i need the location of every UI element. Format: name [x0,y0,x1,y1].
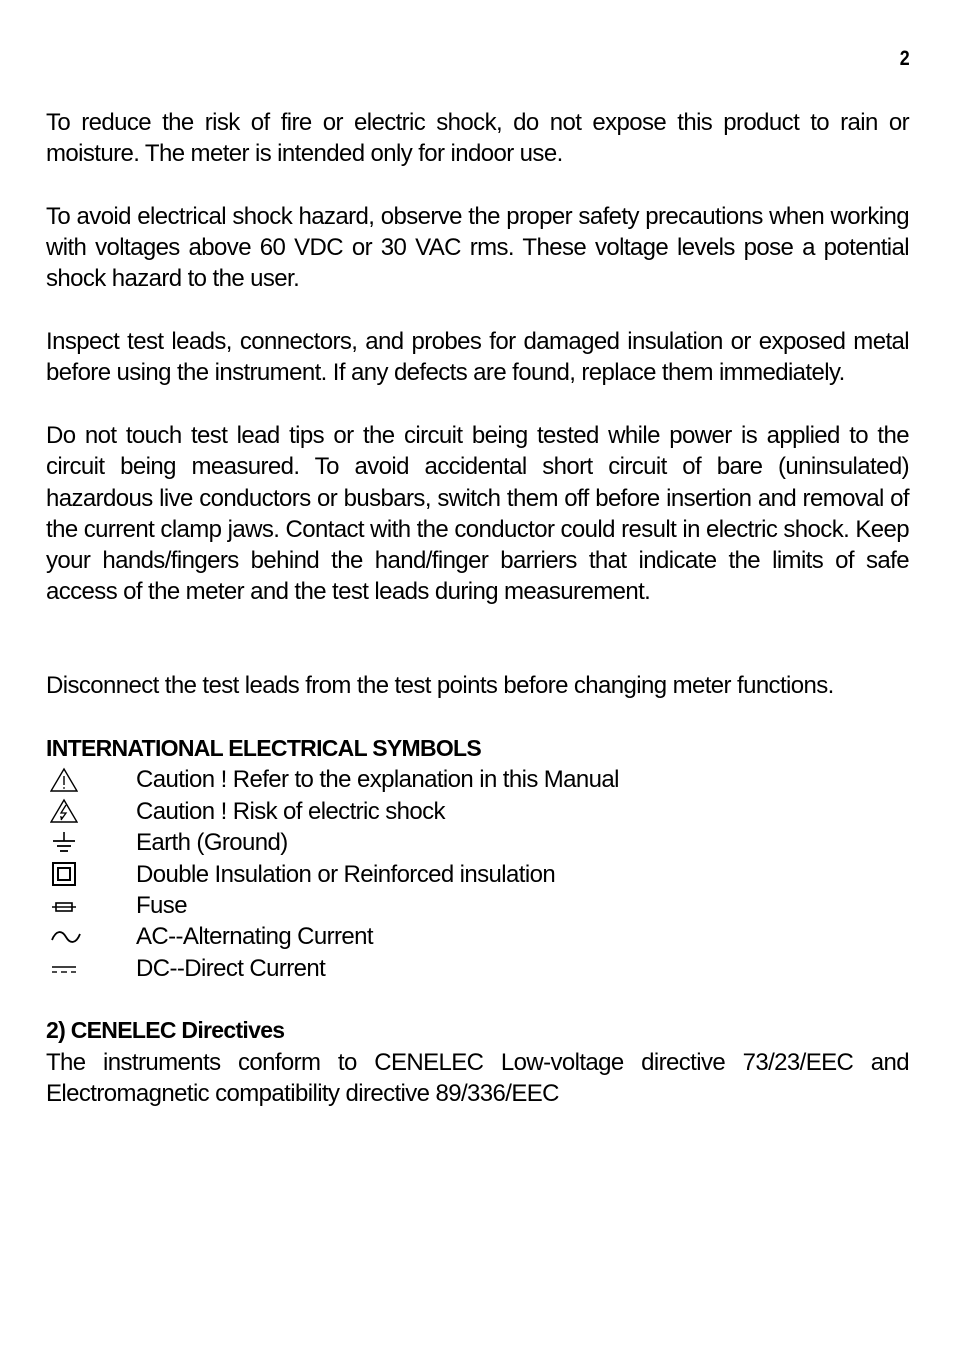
symbol-item [46,953,909,984]
symbol-label: Caution ! Risk of electric shock [136,797,445,825]
symbol-label: Caution ! Refer to the explanation in this Manual [136,766,619,794]
paragraph-disconnect-leads: Disconnect the test leads from the test points before changing meter functions. [46,672,834,700]
paragraph-fire-shock: To reduce the risk of fire or electric shock, do not expose this product to rain or moisture. The meter is intended only for indoor use. [46,109,909,168]
double-insulation-icon [46,859,136,890]
cenelec-text-line2: Electromagnetic compatibility directive 89/336/EEC [46,1079,559,1107]
symbol-label: Earth (Ground) [136,829,288,857]
symbol-label: Double Insulation or Reinforced insulation [136,860,556,888]
ac-wave-icon [46,921,136,952]
symbol-item [46,827,909,858]
cenelec-text-line1: The instruments conform to CENELEC Low-voltage directive 73/23/EEC and [46,1048,909,1076]
page-content [46,107,909,1109]
caution-triangle-icon [46,764,136,795]
symbol-item [46,796,909,827]
dc-icon [46,953,136,984]
fuse-icon [46,890,136,921]
symbol-item [46,921,909,952]
symbol-label: Fuse [136,891,187,919]
page-number: 2 [900,47,910,70]
earth-ground-icon [46,827,136,858]
symbols-list [46,764,909,984]
paragraph-inspect-leads: Inspect test leads, connectors, and probes for damaged insulation or exposed metal before using the instrument. If any defects are found, replace them immediately. [46,328,909,387]
electric-shock-triangle-icon [46,796,136,827]
symbol-label: DC--Direct Current [136,954,326,982]
symbols-heading: INTERNATIONAL ELECTRICAL SYMBOLS [46,734,482,761]
symbol-item [46,858,909,889]
paragraph-do-not-touch: Do not touch test lead tips or the circuit being tested while power is applied to the circuit being measured. To avoid accidental short circuit of bare (uninsulated) hazardous live conductors or busbars, switch them off before insertion and removal of the current clamp jaws. Contact with the conductor could result in electric shock. Keep your hands/fingers behind the hand/finger barriers that indicate the limits of safe access of the meter and the test leads during measurement. [46,421,909,606]
cenelec-heading: 2) CENELEC Directives [46,1017,285,1044]
symbol-label: AC--Alternating Current [136,923,373,951]
paragraph-voltage-hazard: To avoid electrical shock hazard, observe the proper safety precautions when working with voltages above 60 VDC or 30 VAC rms. These voltage levels pose a potential shock hazard to the user. [46,202,909,293]
symbol-item [46,764,909,795]
symbol-item [46,890,909,921]
